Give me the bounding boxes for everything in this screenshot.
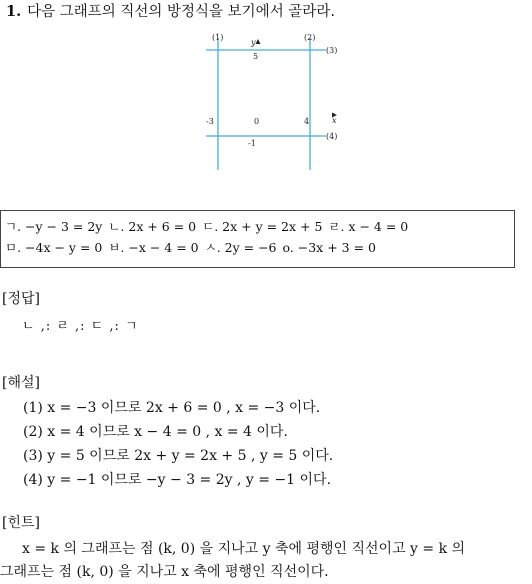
choice-siot: ㅅ. 2y = −6: [204, 240, 277, 255]
solution-line-3: (3) y = 5 이므로 2x + y = 2x + 5 , y = 5 이다.: [23, 448, 334, 464]
tick-y-neg1: -1: [248, 139, 256, 148]
line-graph: [198, 28, 348, 178]
hint-body: [0, 538, 465, 584]
choice-bieup: ㅂ. −x − 4 = 0: [108, 240, 199, 255]
line-label-4: (4): [326, 132, 338, 141]
choice-nieun: ㄴ. 2x + 6 = 0: [108, 219, 197, 234]
hint-header: [힌트]: [2, 515, 40, 531]
tick-origin: 0: [254, 117, 260, 126]
solution-line-2: (2) x = 4 이므로 x − 4 = 0 , x = 4 이다.: [23, 424, 288, 440]
line-label-2: (2): [304, 33, 316, 42]
solution-line-4: (4) y = −1 이므로 −y − 3 = 2y , y = −1 이다.: [23, 472, 332, 488]
hint-line-2: 그래프는 점 (k, 0) 을 지나고 x 축에 평행인 직선이다.: [0, 564, 329, 580]
choice-rieul: ㄹ. x − 4 = 0: [328, 219, 409, 234]
tick-y-5: 5: [253, 52, 259, 61]
choices-row-2: [5, 237, 514, 258]
line-label-1: (1): [212, 33, 224, 42]
choice-ieung: o. −3x + 3 = 0: [282, 240, 376, 255]
x-axis-label: x: [332, 116, 337, 125]
problem-text: 다음 그래프의 직선의 방정식을 보기에서 골라라.: [27, 4, 335, 20]
answer-header: [정답]: [2, 291, 40, 307]
choices-row-1: [5, 216, 514, 237]
choice-giyeok: ㄱ. −y − 3 = 2y: [5, 219, 103, 234]
choice-digeut: ㄷ. 2x + y = 2x + 5: [202, 219, 323, 234]
choices-box: [0, 210, 515, 268]
y-axis-label: y: [251, 38, 256, 47]
solution-header: [해설]: [2, 375, 40, 391]
tick-x-neg3: -3: [206, 117, 214, 126]
tick-x-4: 4: [304, 117, 310, 126]
solution-line-1: (1) x = −3 이므로 2x + 6 = 0 , x = −3 이다.: [23, 400, 321, 416]
problem-number: 1.: [6, 3, 22, 20]
solution-lines: [23, 396, 333, 492]
problem-statement: [6, 0, 335, 21]
answer-text: ㄴ ,: ㄹ ,: ㄷ ,: ㄱ: [22, 319, 139, 334]
line-label-3: (3): [326, 46, 338, 55]
y-axis-arrow-icon: [256, 39, 261, 44]
choice-mieum: ㅁ. −4x − y = 0: [5, 240, 103, 255]
hint-line-1: x = k 의 그래프는 점 (k, 0) 을 지나고 y 축에 평행인 직선이고 y = k 의: [22, 541, 466, 557]
